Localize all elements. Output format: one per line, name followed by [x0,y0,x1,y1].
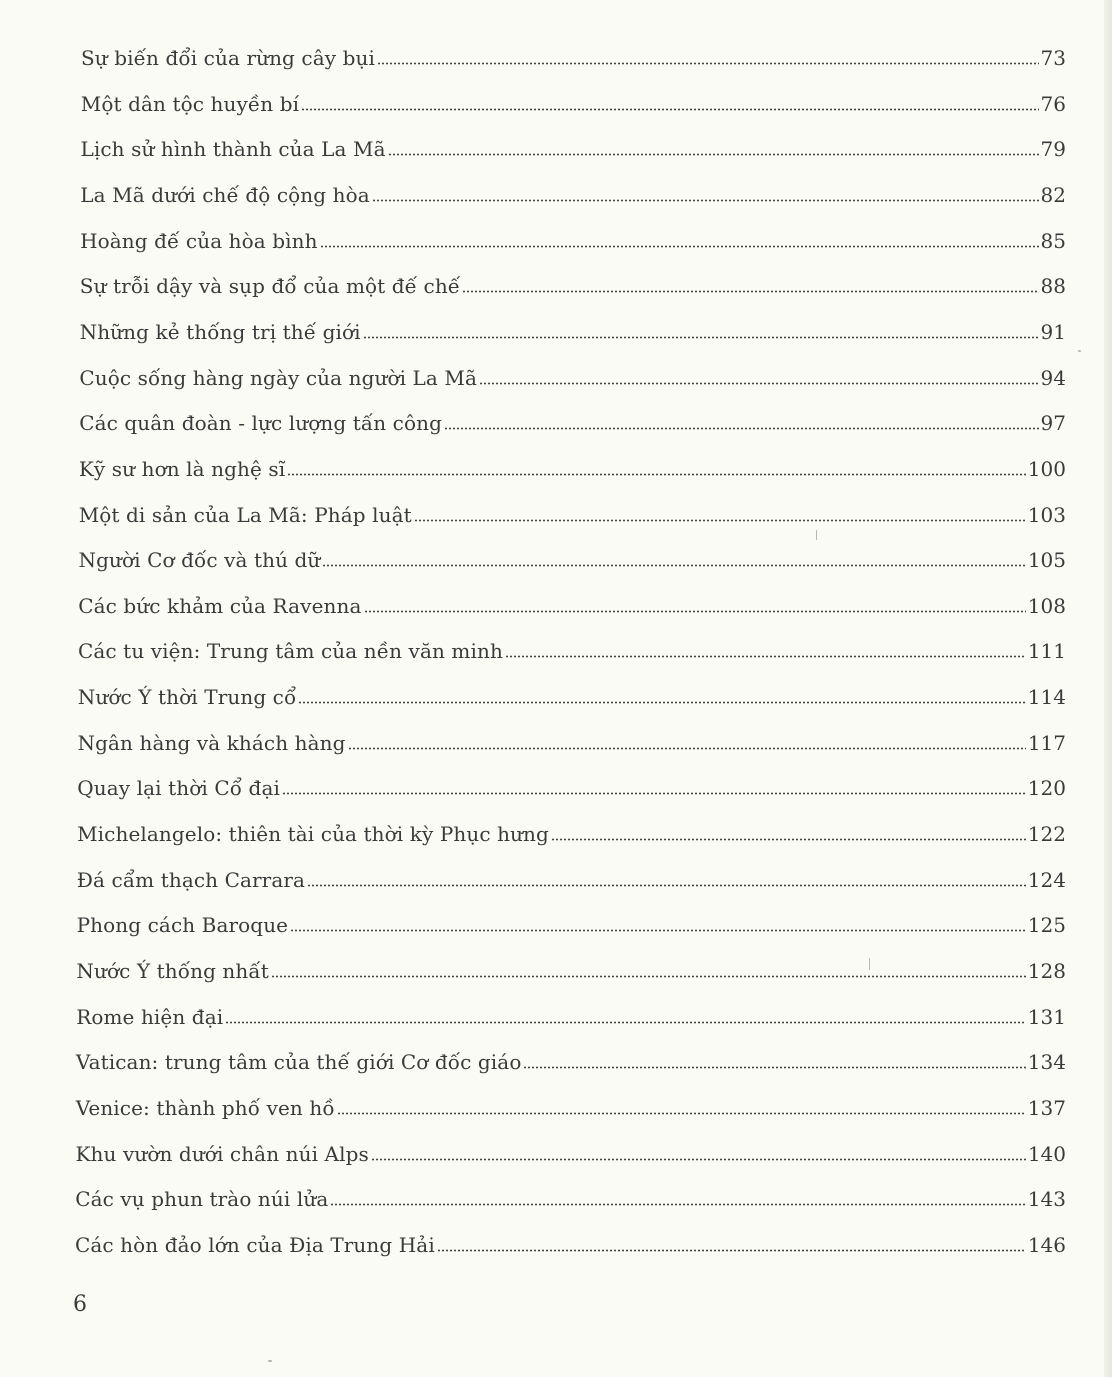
paper-speck [816,530,817,540]
toc-entry-page: 143 [1027,1187,1066,1212]
toc-dot-leader [348,736,1026,750]
toc-entry [77,819,1066,849]
toc-entry-page: 125 [1027,913,1066,938]
page-number: 6 [73,1292,87,1317]
toc-dot-leader [330,1192,1025,1206]
toc-entry-title: Hoàng đế của hòa bình [80,228,318,253]
toc-entry-title: Một di sản của La Mã: Pháp luật [78,502,412,527]
toc-entry-page: 146 [1027,1232,1066,1257]
toc-entry [77,910,1066,940]
toc-entry-page: 124 [1027,867,1066,892]
toc-entry-page: 82 [1040,182,1066,207]
toc-entry [75,1184,1066,1214]
toc-entry [78,636,1066,666]
toc-entry-page: 131 [1027,1004,1066,1029]
toc-entry-title: Ngân hàng và khách hàng [77,730,346,755]
toc-entry-page: 91 [1040,319,1066,344]
toc-entry-title: Phong cách Baroque [76,913,289,938]
toc-entry-page: 117 [1027,730,1066,755]
toc-entry [76,1047,1066,1077]
toc-dot-leader [372,188,1039,202]
toc-entry [81,43,1066,73]
toc-dot-leader [551,827,1026,841]
toc-entry-title: Khu vườn dưới chân núi Alps [75,1141,369,1166]
toc-entry [79,500,1066,530]
toc-entry [78,591,1066,621]
toc-entry-page: 103 [1027,502,1066,527]
toc-entry [79,363,1066,393]
toc-entry [78,728,1067,758]
toc-entry-page: 111 [1027,639,1066,664]
toc-entry-page: 137 [1027,1096,1066,1120]
toc-entry [79,545,1067,575]
toc-dot-leader [377,51,1039,65]
toc-entry [76,956,1066,986]
toc-entry-page: 140 [1027,1141,1066,1166]
toc-entry-title: Các bức khảm của Ravenna [78,593,362,618]
toc-dot-leader [523,1055,1025,1069]
toc-entry-title: Những kẻ thống trị thế giới [79,319,361,344]
toc-entry-title: Sự biến đổi của rừng cây bụi [81,46,375,70]
toc-entry-page: 114 [1027,685,1066,710]
toc-entry-page: 73 [1040,46,1066,70]
toc-dot-leader [364,599,1026,613]
toc-entry-title: La Mã dưới chế độ cộng hòa [80,182,370,207]
toc-entry [78,682,1066,712]
toc-dot-leader [225,1010,1026,1024]
toc-dot-leader [287,462,1026,476]
toc-entry-page: 120 [1027,776,1066,801]
toc-entry [81,134,1067,164]
toc-entry [77,865,1066,895]
toc-entry-page: 128 [1027,959,1066,983]
toc-entry [80,271,1066,301]
toc-entry [80,226,1066,256]
toc-entry [81,89,1066,119]
toc-entry-title: Rome hiện đại [76,1004,224,1029]
toc-dot-leader [282,781,1026,795]
toc-entry-title: Michelangelo: thiên tài của thời kỳ Phục hưng [77,822,549,846]
toc-dot-leader [290,918,1026,932]
toc-dot-leader [298,690,1025,704]
toc-entry [80,180,1066,210]
paper-speck [869,958,870,970]
toc-entry-page: 122 [1027,822,1066,846]
toc-entry-title: Các hòn đảo lớn của Địa Trung Hải [75,1232,435,1257]
toc-entry-page: 100 [1027,456,1066,481]
toc-entry-title: Các quân đoàn - lực lượng tấn công [79,411,442,436]
toc-entry-page: 105 [1027,548,1066,573]
toc-entry-title: Quay lại thời Cổ đại [77,776,280,801]
toc-entry-page: 108 [1027,593,1066,618]
toc-dot-leader [322,553,1025,567]
toc-entry-title: Kỹ sư hơn là nghệ sĩ [78,456,286,481]
toc-entry-title: Venice: thành phố ven hồ [75,1096,335,1120]
toc-dot-leader [479,371,1039,385]
toc-entry-title: Các tu viện: Trung tâm của nền văn minh [78,639,503,664]
page-edge-shadow [1104,0,1112,1377]
toc-entry-title: Các vụ phun trào núi lửa [75,1187,329,1212]
toc-entry-page: 88 [1040,274,1066,299]
toc-entry [75,1230,1066,1260]
toc-dot-leader [462,279,1038,293]
toc-dot-leader [337,1101,1026,1115]
toc-entry-page: 79 [1040,137,1066,162]
toc-entry [79,408,1066,438]
toc-dot-leader [388,142,1039,156]
toc-entry-page: 94 [1040,365,1066,390]
toc-entry-title: Sự trỗi dậy và sụp đổ của một đế chế [79,274,461,299]
toc-dot-leader [414,508,1026,522]
toc-entry [76,1093,1066,1123]
toc-entry-title: Người Cơ đốc và thú dữ [78,548,321,573]
toc-dot-leader [444,416,1039,430]
toc-entry-title: Nước Ý thống nhất [76,959,269,983]
toc-entry-page: 134 [1027,1050,1066,1075]
toc-entry-title: Vatican: trung tâm của thế giới Cơ đốc giáo [75,1050,522,1075]
toc-dot-leader [437,1238,1026,1252]
toc-dot-leader [307,873,1026,887]
toc-entry-title: Cuộc sống hàng ngày của người La Mã [79,365,478,390]
toc-dot-leader [505,644,1026,658]
toc-entry-title: Lịch sử hình thành của La Mã [80,137,386,162]
toc-entry-page: 85 [1040,228,1066,253]
toc-entry-title: Nước Ý thời Trung cổ [77,685,297,710]
paper-speck [268,1360,272,1362]
paper-speck [1078,350,1081,352]
toc-dot-leader [320,234,1039,248]
toc-dot-leader [301,97,1038,111]
toc-entry [79,454,1066,484]
toc-entry [76,1139,1067,1169]
toc-entry-title: Một dân tộc huyền bí [80,91,300,116]
toc-dot-leader [271,964,1026,978]
toc-entry-page: 97 [1040,411,1066,436]
toc-dot-leader [371,1147,1026,1161]
toc-entry [77,773,1066,803]
toc-entry-page: 76 [1040,91,1066,116]
toc-entry-title: Đá cẩm thạch Carrara [76,867,306,892]
toc-dot-leader [363,325,1039,339]
toc-entry [80,317,1066,347]
toc-entry [76,1002,1066,1032]
